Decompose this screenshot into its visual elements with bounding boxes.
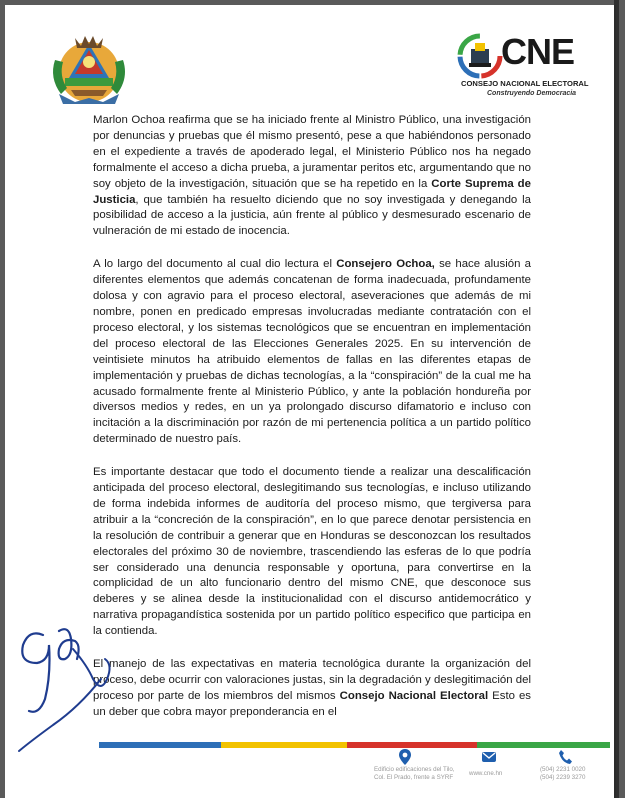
text-segment: Es importante destacar que todo el documento tiende a realizar una descalificación anticipada del proceso electoral, deslegitimando sus tecnologías, e incluso utilizando de forma indebida informes de auditoría del proceso mismo, que tergiversa para atribuir a la “concreción de la conspiración”, en lo que parece denotar persistencia en la resolución de contribuir a generar que en Honduras se desconozcan los resultados electorales del próximo 30 de noviembre, trascendiendo las esferas de lo que podría ser considerado una denuncia responsable y oportuna, para convertirse en la complicidad de un alto funcionario dentro del mismo CNE, que desconoce sus deberes y se alinea desde la institucionalidad con el discurso antidemocrático y narrativa propagandística sostenida por un partido político especifico que participa en la contienda. <box>93 466 531 638</box>
footer-bar-red <box>347 742 477 748</box>
footer-bar-green <box>477 742 610 748</box>
footer-bar-blue <box>99 742 221 748</box>
coat-of-arms-emblem <box>45 30 133 110</box>
footer-address-line2: Col. El Prado, frente a SYRF <box>374 774 454 781</box>
text-segment: se hace alusión a diferentes elementos que además concatenan de forma inadecuada, profundamente dolosa y con agravio para el proceso electoral, aseveraciones que además de mi nombre, ponen en predicado empresas involucradas mediante contratación con el proceso electoral, y los sistemas tecnológicos que se encuentran en implementación del proceso electoral de las Elecciones Generales 2025. En su intervención de veintisiete minutos ha atribuido elementos de fallas en las diferentes etapas de implementación y pruebas de dichas tecnologías, a la “conspiración” de la cual me ha acusado formalmente frente al Ministerio Público, y ante la población hondureña por diversos medios y redes, en un ya prolongado discurso difamatorio e incluso con incitación a la discriminación por razón de mi pertenencia política a un partido político determinado de nuestro país. <box>93 258 531 446</box>
footer-bar-yellow <box>221 742 347 748</box>
cne-short-name: CNE <box>501 31 575 72</box>
phone-icon <box>558 749 572 765</box>
body-paragraph <box>93 257 531 448</box>
letter-body <box>93 113 531 738</box>
bold-phrase: Corte Suprema de Justicia <box>93 177 531 206</box>
text-segment: A lo largo del documento al cual dio lectura el <box>93 258 337 271</box>
footer-address-line1: Edificio edificaciones del Tilo, <box>374 766 455 773</box>
location-pin-icon <box>398 748 412 766</box>
cne-full-name: CONSEJO NACIONAL ELECTORAL <box>461 79 589 88</box>
handwritten-signature <box>9 615 124 755</box>
footer-address <box>374 766 454 782</box>
document-page <box>5 5 614 798</box>
cne-logo-mark <box>457 33 503 79</box>
cne-slogan: Construyendo Democracia <box>487 90 577 97</box>
body-paragraph <box>93 657 531 721</box>
bold-phrase: Consejero Ochoa, <box>336 258 435 271</box>
footer-phone-2[interactable]: (504) 2239 3270 <box>540 774 586 781</box>
footer-color-bar <box>99 742 610 748</box>
text-segment: El manejo de las expectativas en materia tecnológica durante la organización del proceso, debe ocurrir con valoraciones justas, sin la degradación y deslegitimación del proceso por parte de los miembros del mismos <box>93 658 531 702</box>
text-segment: Marlon Ochoa reafirma que se ha iniciado frente al Ministro Público, una investigación por denuncias y pruebas que él mismo presentó, pese a que habiéndonos personado en el expediente a través de apoderado legal, el Ministerio Público nos ha negado formalmente el acceso a dicha prueba, a juramentar peritos etc, argumentando que no soy objeto de la investigación, situación que se ha repetido en la <box>93 114 531 190</box>
footer-phone-1[interactable]: (504) 2231 0020 <box>540 766 586 773</box>
body-paragraph <box>93 465 531 640</box>
footer-website[interactable]: www.cne.hn <box>469 770 503 777</box>
text-segment: , que también ha resuelto diciendo que no soy investigada y denegando la posibilidad de acceso a la justicia, aún frente al público y desmesurado escenario de vulneración de mi estado de inocencia. <box>93 193 531 238</box>
page-edge <box>614 0 619 798</box>
body-paragraph <box>93 113 531 240</box>
text-segment: Esto es un deber que cobra mayor preponderancia en el <box>93 689 531 718</box>
bold-phrase: Consejo Nacional Electoral <box>339 689 489 702</box>
email-icon <box>481 750 497 764</box>
cne-logo <box>457 33 587 105</box>
footer-phones <box>540 766 585 782</box>
